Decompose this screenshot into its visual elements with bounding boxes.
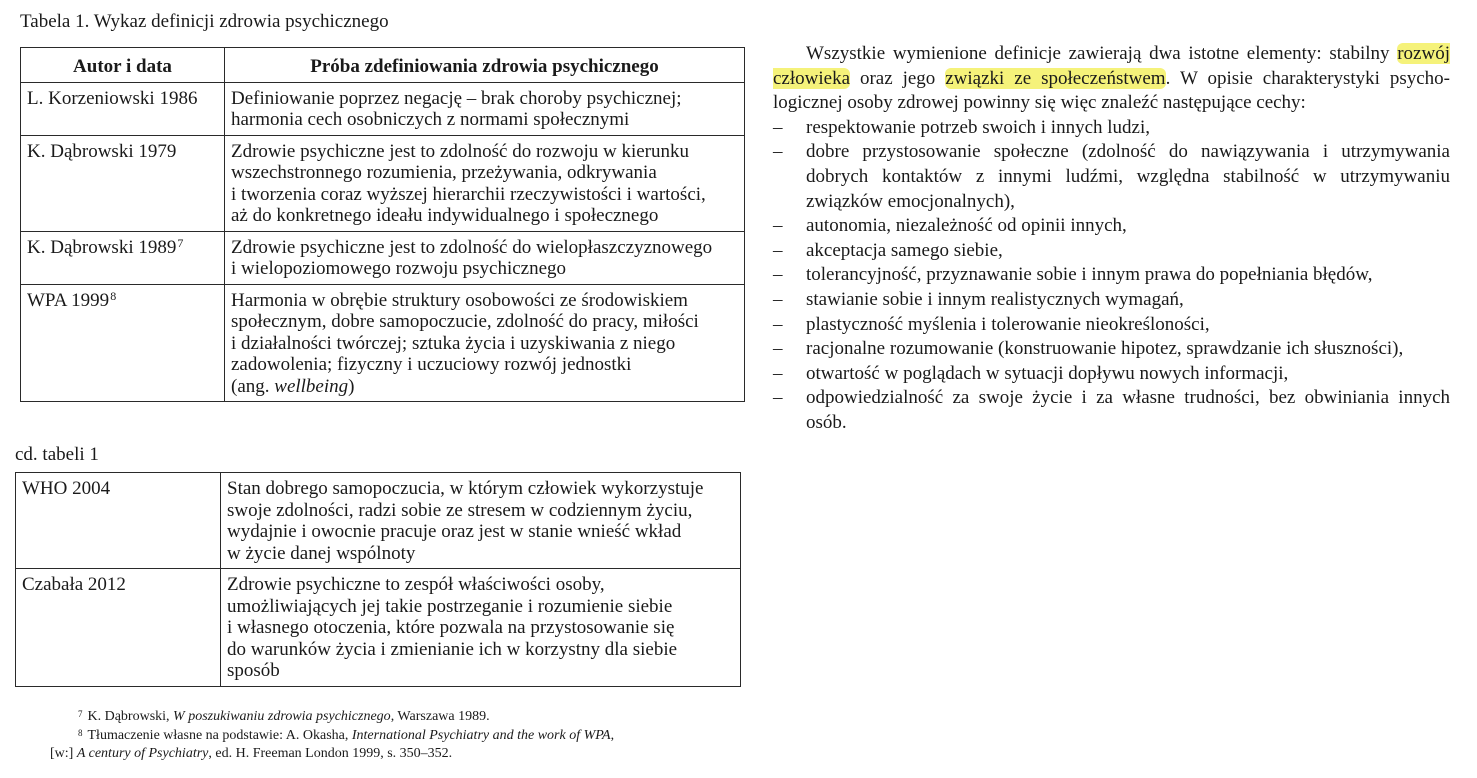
definitions-table-continued (15, 472, 741, 687)
footnote-ref[interactable]: 8 (110, 288, 117, 303)
author-cell (21, 284, 225, 402)
definition-line: Harmonia w obrębie struktury osobowości ze środowiskiem (231, 289, 688, 311)
footnote-title: International Psychiatry and the work of WPA (351, 727, 611, 743)
footnote-text: , ed. H. Freeman London 1999, s. 350–352. (208, 746, 453, 761)
definitions-table (20, 47, 745, 402)
table-row (16, 473, 741, 569)
author-cell (21, 135, 225, 231)
table-1-caption: Tabela 1. Wykaz definicji zdrowia psychicznego (20, 11, 389, 32)
definition-line (231, 376, 738, 398)
table-row (16, 569, 741, 687)
footnote-text: , Warszawa 1989. (390, 709, 490, 724)
definition-line: Stan dobrego samopoczucia, w którym człowiek wykorzystuje (227, 478, 704, 499)
intro-paragraph (773, 42, 1450, 116)
definition-line: aż do konkretnego ideału indywidualnego i społecznego (231, 205, 659, 226)
footnote-text: Tłumaczenie własne na podstawie: A. Okasha, (87, 727, 352, 743)
footnote-7 (50, 708, 614, 727)
definition-line: zadowolenia; fizyczny i uczuciowy rozwój jednostki (231, 354, 632, 375)
definition-line: i wielopoziomowego rozwoju psychicznego (231, 258, 567, 279)
definition-line: i działalności twórczej; sztuka życia i uzyskiwania z niego (231, 332, 676, 354)
definition-line: umożliwiających jej takie postrzeganie i rozumienie siebie (227, 595, 673, 617)
footnote-title: A century of Psychiatry (76, 746, 209, 761)
list-item: – plastyczność myślenia i tolerowanie nieokreśloności, (773, 313, 1450, 338)
footnotes (50, 708, 614, 764)
footnote-text: , (610, 727, 615, 743)
footnote-text: [w:] (50, 746, 77, 761)
author-cell (21, 82, 225, 135)
list-item: – odpowiedzialność za swoje życie i za własne trudności, bez obwiniania innych osób. (773, 386, 1450, 435)
footnote-8 (50, 727, 614, 746)
author-name: WHO 2004 (22, 478, 111, 499)
definition-cell (225, 135, 745, 231)
definition-cell (225, 284, 745, 402)
table-row (21, 284, 745, 402)
definition-line: Definiowanie poprzez negację – brak choroby psychicznej; (231, 87, 682, 109)
footnote-number: 8 (78, 727, 83, 738)
italic-term: wellbeing (274, 375, 349, 397)
list-item: – stawianie sobie i innym realistycznych wymagań, (773, 288, 1450, 313)
definition-line: i tworzenia coraz wyższej hierarchii rzeczywistości i wartości, (231, 183, 706, 205)
footnote-number: 7 (78, 709, 83, 719)
list-item: – dobre przystosowanie społeczne (zdolność do nawiązywania i utrzymywania dobrych kontaktów z innymi ludźmi, względna stabilność w utrzymywaniu związków emocjonalnych), (773, 140, 1450, 214)
body-text (773, 42, 1450, 436)
highlight-society[interactable]: związki ze społeczeństwem (945, 67, 1166, 89)
definition-line: wszechstronnego rozumienia, przeżywania, odkrywania (231, 162, 657, 183)
line-suffix: ) (348, 375, 355, 397)
definition-line: i własnego otoczenia, które pozwala na przystosowanie się (227, 617, 675, 638)
intro-text: Wszystkie wymienione definicje zawierają dwa istotne elementy: stabilny (806, 43, 1398, 64)
author-name: K. Dąbrowski 1979 (27, 140, 177, 162)
definition-line: Zdrowie psychiczne jest to zdolność do rozwoju w kierunku (231, 140, 689, 162)
definition-cell (221, 473, 741, 569)
author-cell (21, 231, 225, 284)
list-item: – respektowanie potrzeb swoich i innych ludzi, (773, 116, 1450, 141)
footnote-ref[interactable]: 7 (177, 235, 184, 250)
definition-cell (225, 82, 745, 135)
definition-line: społecznym, dobre samopoczucie, zdolność do pracy, miłości (231, 311, 699, 332)
table-row (21, 82, 745, 135)
table-header-row (21, 48, 745, 83)
list-item: – akceptacja samego siebie, (773, 239, 1450, 264)
definition-line: do warunków życia i zmienianie ich w korzystny dla siebie (227, 638, 678, 660)
footnote-8-continued (50, 745, 614, 764)
definition-cell (225, 231, 745, 284)
author-name: K. Dąbrowski 1989 (27, 236, 177, 258)
column-header-author: Autor i data (21, 48, 225, 83)
author-name: Czabała 2012 (22, 574, 126, 595)
list-item: – autonomia, niezależność od opinii innych, (773, 214, 1450, 239)
table-row (21, 231, 745, 284)
list-item: – racjonalne rozumowanie (konstruowanie hipotez, sprawdzanie ich słuszności), (773, 337, 1450, 362)
definition-line: w życie danej wspólnoty (227, 542, 416, 564)
list-item: – tolerancyjność, przyznawanie sobie i innym prawa do popełniania błędów, (773, 263, 1450, 288)
intro-text: oraz jego (850, 67, 946, 89)
author-cell (16, 473, 221, 569)
definition-line: Zdrowie psychiczne jest to zdolność do wielopłaszczyznowego (231, 236, 713, 258)
footnote-text: K. Dąbrowski, (87, 709, 174, 724)
definition-line: harmonia cech osobniczych z normami społecznymi (231, 109, 630, 130)
definition-cell (221, 569, 741, 687)
highlight-development[interactable]: rozwój człowieka (773, 43, 1450, 89)
definition-line: sposób (227, 660, 280, 681)
author-cell (16, 569, 221, 687)
intro-text: . W opisie charakterystyki psycho-logicznej osoby zdrowej powinny się więc znaleźć następujące cechy: (773, 67, 1451, 114)
column-header-definition: Próba zdefiniowania zdrowia psychicznego (225, 48, 745, 83)
traits-list (773, 116, 1450, 436)
list-item: – otwartość w poglądach w sytuacji dopływu nowych informacji, (773, 362, 1450, 387)
definition-line: wydajnie i owocnie pracuje oraz jest w stanie wnieść wkład (227, 521, 682, 542)
author-name: L. Korzeniowski 1986 (27, 87, 198, 109)
line-prefix: (ang. (231, 375, 275, 397)
author-name: WPA 1999 (27, 289, 110, 311)
footnote-title: W poszukiwaniu zdrowia psychicznego (173, 709, 391, 724)
definition-line: swoje zdolności, radzi sobie ze stresem w codziennym życiu, (227, 499, 693, 521)
table-row (21, 135, 745, 231)
table-continuation-caption: cd. tabeli 1 (15, 444, 99, 465)
definition-line: Zdrowie psychiczne to zespół właściwości osoby, (227, 574, 605, 595)
